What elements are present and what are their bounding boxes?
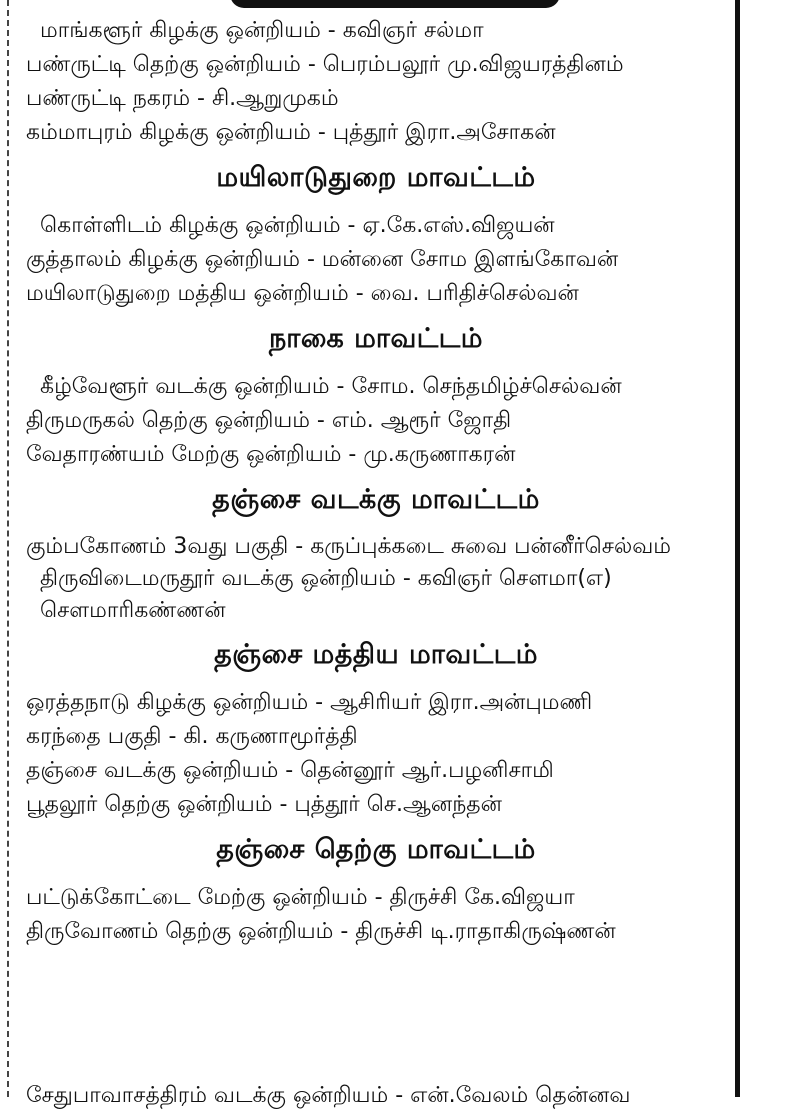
entry-line: ஒரத்தநாடு கிழக்கு ஒன்றியம் - ஆசிரியர் இரா.அன்புமணி	[26, 690, 593, 715]
entry-line: கொள்ளிடம் கிழக்கு ஒன்றியம் - ஏ.கே.எஸ்.விஜயன்	[40, 213, 555, 238]
entry-line: திருவோணம் தெற்கு ஒன்றியம் - திருச்சி டி.ராதாகிருஷ்ணன்	[26, 919, 616, 944]
entry-line: மாங்களூர் கிழக்கு ஒன்றியம் - கவிஞர் சல்மா	[40, 18, 484, 43]
section-heading: தஞ்சை மத்திய மாவட்டம்	[214, 639, 538, 670]
entry-line: குத்தாலம் கிழக்கு ஒன்றியம் - மன்னை சோம இளங்கோவன்	[26, 247, 619, 272]
right-solid-border	[735, 0, 740, 1097]
entry-line: திருவிடைமருதூர் வடக்கு ஒன்றியம் - கவிஞர் சௌமா(எ) சௌமாரிகண்ணன்	[40, 566, 612, 623]
intro-section	[26, 14, 726, 150]
entry-line: வேதாரண்யம் மேற்கு ஒன்றியம் - மு.கருணாகரன்	[26, 442, 516, 467]
entry-line: கம்மாபுரம் கிழக்கு ஒன்றியம் - புத்தூர் இரா.அசோகன்	[26, 120, 556, 145]
entry-line: மயிலாடுதுறை மத்திய ஒன்றியம் - வை. பரிதிச்செல்வன்	[26, 281, 579, 306]
section-mayiladuthurai	[26, 162, 726, 311]
entry-line: பூதலூர் தெற்கு ஒன்றியம் - புத்தூர் செ.ஆனந்தன்	[26, 792, 502, 817]
top-heading-fragment	[230, 0, 560, 8]
entry-line: பண்ருட்டி தெற்கு ஒன்றியம் - பெரம்பலூர் மு.விஜயரத்தினம்	[26, 52, 624, 77]
entry-line: கரந்தை பகுதி - கி. கருணாமூர்த்தி	[26, 724, 358, 749]
content-column	[26, 14, 726, 949]
section-heading: தஞ்சை வடக்கு மாவட்டம்	[212, 484, 540, 515]
entry-line: தஞ்சை வடக்கு ஒன்றியம் - தென்னூர் ஆர்.பழனிசாமி	[26, 758, 554, 783]
entry-line: கும்பகோணம் 3வது பகுதி - கருப்புக்கடை சுவை பன்னீர்செல்வம்	[26, 534, 671, 559]
section-heading: நாகை மாவட்டம்	[268, 323, 484, 354]
left-dashed-border	[7, 0, 9, 1097]
section-thanjai-south	[26, 834, 726, 949]
entry-line: கீழ்வேளூர் வடக்கு ஒன்றியம் - சோம. செந்தமிழ்ச்செல்வன்	[40, 374, 622, 399]
cut-off-entry-line: சேதுபாவாசத்திரம் வடக்கு ஒன்றியம் - என்.வேலம் தென்னவ	[26, 1083, 631, 1108]
section-thanjai-north	[26, 484, 726, 627]
entry-line: திருமருகல் தெற்கு ஒன்றியம் - எம். ஆரூர் ஜோதி	[26, 408, 512, 433]
section-heading: மயிலாடுதுறை மாவட்டம்	[216, 162, 536, 193]
section-nagai	[26, 323, 726, 472]
section-thanjai-central	[26, 639, 726, 822]
section-heading: தஞ்சை தெற்கு மாவட்டம்	[216, 834, 536, 865]
entry-line: பட்டுக்கோட்டை மேற்கு ஒன்றியம் - திருச்சி கே.விஜயா	[26, 885, 575, 910]
entry-line: பண்ருட்டி நகரம் - சி.ஆறுமுகம்	[26, 86, 339, 111]
